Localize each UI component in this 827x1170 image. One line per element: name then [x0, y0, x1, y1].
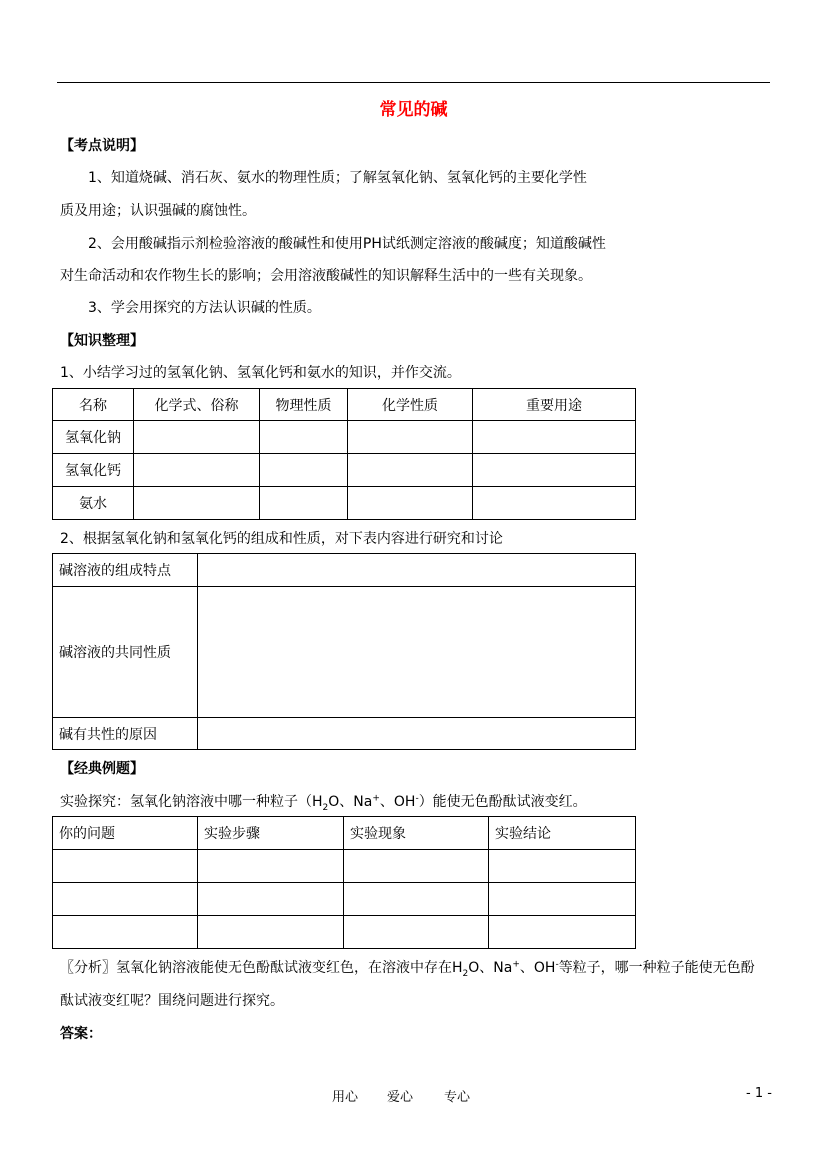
- blank-cell[interactable]: [198, 587, 636, 718]
- page-title: 常见的碱: [379, 100, 448, 120]
- row-label: 碱溶液的共同性质: [53, 587, 198, 718]
- blank-cell[interactable]: [489, 883, 636, 916]
- blank-cell[interactable]: [198, 916, 344, 949]
- blank-cell[interactable]: [489, 850, 636, 883]
- table-summary: [52, 388, 636, 520]
- header-cell: 实验步骤: [198, 817, 344, 850]
- analysis-line-1: 〖分析〗氢氧化钠溶液能使无色酚酞试液变红色，在溶液中存在$H_2O$、Na+、OH-等粒子，哪一种粒子能使无色酚: [60, 959, 755, 979]
- blank-cell[interactable]: [473, 421, 636, 454]
- section-jingdian: 【经典例题】: [60, 761, 144, 777]
- section-zhishi: 【知识整理】: [60, 333, 144, 349]
- blank-cell[interactable]: [348, 487, 473, 520]
- blank-cell[interactable]: [134, 421, 260, 454]
- kaodian-line-1: 1、知道烧碱、消石灰、氨水的物理性质；了解氢氧化钠、氢氧化钙的主要化学性: [88, 170, 587, 186]
- blank-cell[interactable]: [53, 883, 198, 916]
- kaodian-line-4: 对生命活动和农作物生长的影响；会用溶液酸碱性的知识解释生活中的一些有关现象。: [60, 268, 592, 284]
- analysis-line-2: 酞试液变红呢？围绕问题进行探究。: [60, 993, 284, 1009]
- footer-word: 用心: [332, 1090, 359, 1105]
- row-label: 氢氧化钙: [53, 454, 134, 487]
- table-experiment: [52, 816, 636, 949]
- question-2: 2、根据氢氧化钠和氢氧化钙的组成和性质，对下表内容进行研究和讨论: [60, 531, 503, 547]
- blank-cell[interactable]: [344, 883, 489, 916]
- question-1: 1、小结学习过的氢氧化钠、氢氧化钙和氨水的知识，并作交流。: [60, 365, 461, 381]
- blank-cell[interactable]: [260, 454, 348, 487]
- blank-cell[interactable]: [260, 421, 348, 454]
- blank-cell[interactable]: [348, 421, 473, 454]
- blank-cell[interactable]: [198, 554, 636, 587]
- blank-cell[interactable]: [198, 850, 344, 883]
- header-cell: 重要用途: [473, 389, 636, 421]
- blank-cell[interactable]: [473, 454, 636, 487]
- kaodian-line-2: 质及用途；认识强碱的腐蚀性。: [60, 203, 256, 219]
- blank-cell[interactable]: [348, 454, 473, 487]
- kaodian-line-3: 2、会用酸碱指示剂检验溶液的酸碱性和使用PH试纸测定溶液的酸碱度；知道酸碱性: [88, 236, 606, 252]
- header-cell: 你的问题: [53, 817, 198, 850]
- header-cell: 化学式、俗称: [134, 389, 260, 421]
- blank-cell[interactable]: [198, 883, 344, 916]
- blank-cell[interactable]: [53, 916, 198, 949]
- header-cell: 名称: [53, 389, 134, 421]
- section-kaodian: 【考点说明】: [60, 138, 144, 154]
- answer-label: 答案：: [60, 1026, 102, 1042]
- blank-cell[interactable]: [134, 487, 260, 520]
- blank-cell[interactable]: [198, 718, 636, 750]
- top-rule: [57, 82, 770, 83]
- table-discussion: [52, 553, 636, 750]
- row-label: 氢氧化钠: [53, 421, 134, 454]
- blank-cell[interactable]: [489, 916, 636, 949]
- blank-cell[interactable]: [344, 916, 489, 949]
- header-cell: 实验结论: [489, 817, 636, 850]
- page-number: - 1 -: [746, 1086, 772, 1101]
- blank-cell[interactable]: [134, 454, 260, 487]
- footer-word: 爱心: [387, 1090, 414, 1105]
- blank-cell[interactable]: [344, 850, 489, 883]
- header-cell: 实验现象: [344, 817, 489, 850]
- row-label: 碱溶液的组成特点: [53, 554, 198, 587]
- kaodian-line-5: 3、学会用探究的方法认识碱的性质。: [88, 300, 321, 316]
- example-text: 实验探究：氢氧化钠溶液中哪一种粒子（$H_2O$、Na+、OH-）能使无色酚酞试液变红。: [60, 793, 587, 813]
- header-cell: 物理性质: [260, 389, 348, 421]
- blank-cell[interactable]: [260, 487, 348, 520]
- row-label: 碱有共性的原因: [53, 718, 198, 750]
- blank-cell[interactable]: [473, 487, 636, 520]
- blank-cell[interactable]: [53, 850, 198, 883]
- footer-word: 专心: [444, 1090, 471, 1105]
- header-cell: 化学性质: [348, 389, 473, 421]
- row-label: 氨水: [53, 487, 134, 520]
